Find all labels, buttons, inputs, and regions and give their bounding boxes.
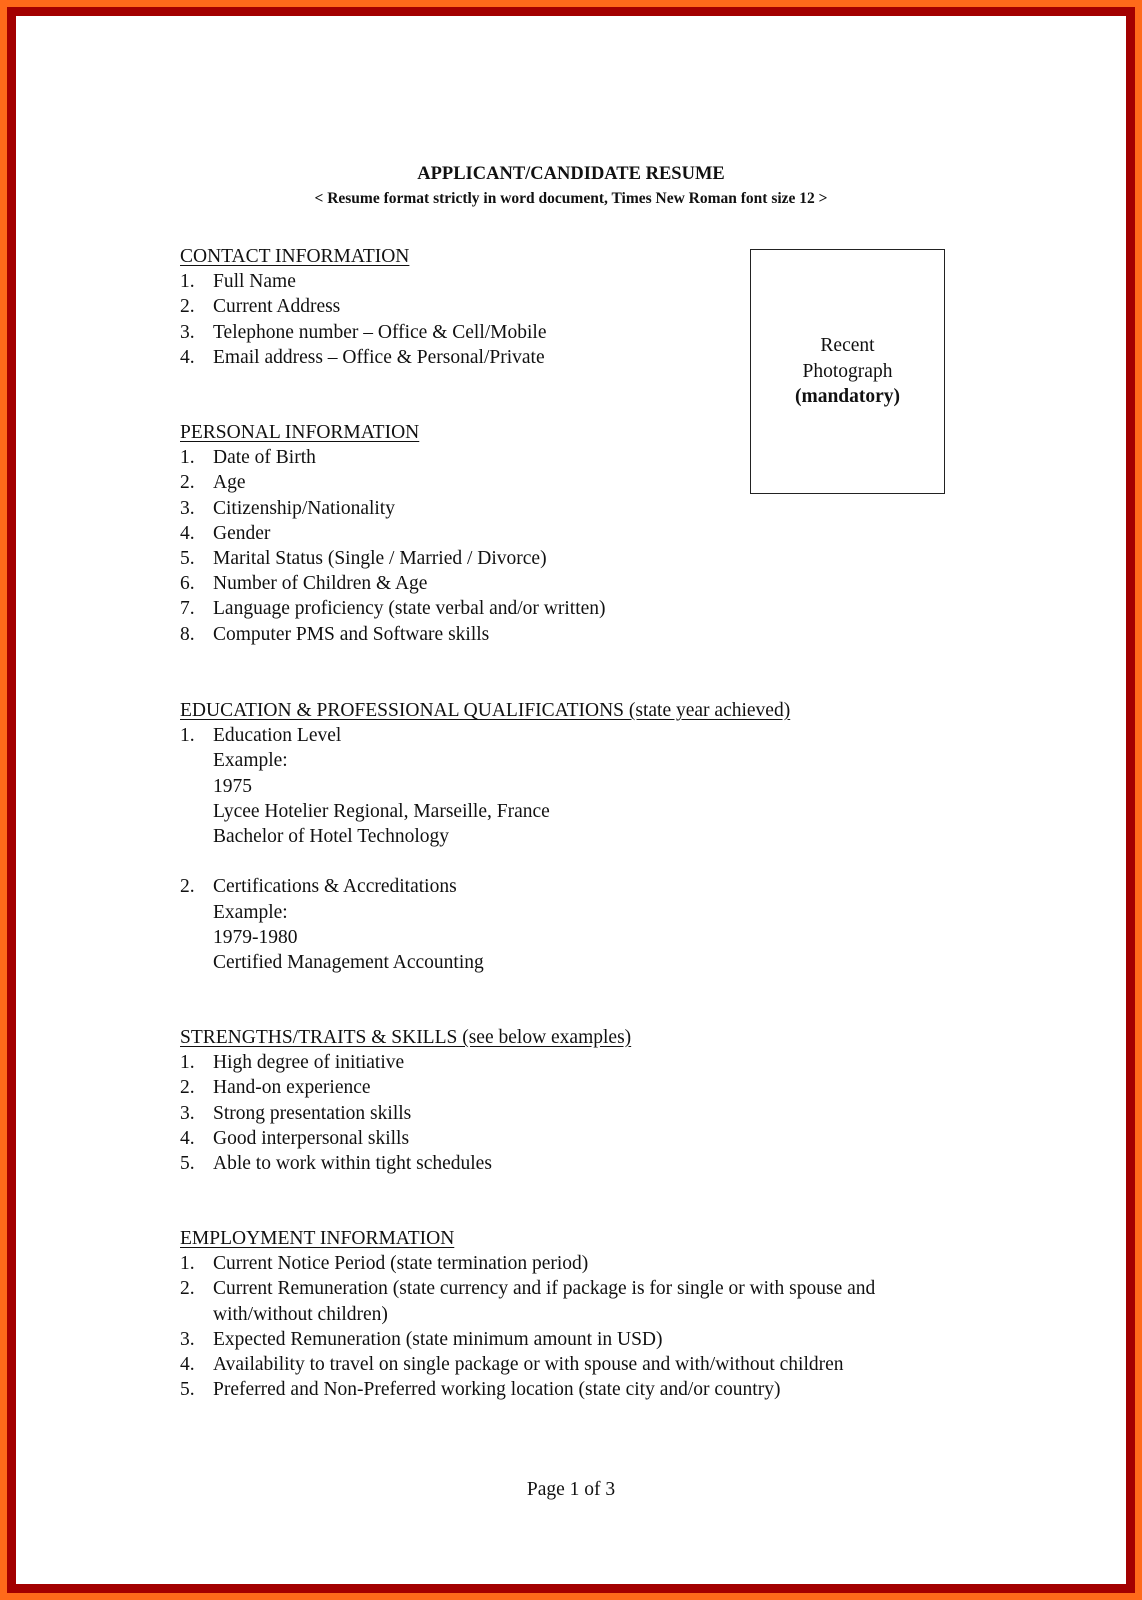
list-number: 1. bbox=[180, 1253, 195, 1275]
list-item bbox=[180, 622, 929, 647]
section-heading: PERSONAL INFORMATION bbox=[180, 422, 420, 443]
list-item-text: Gender bbox=[213, 522, 271, 544]
list-item bbox=[180, 521, 929, 546]
list-number: 4. bbox=[180, 346, 195, 368]
list-number: 1. bbox=[180, 1052, 195, 1074]
list-number: 1. bbox=[180, 725, 195, 747]
list-number: 3. bbox=[180, 1102, 195, 1124]
list-number: 5. bbox=[180, 548, 195, 570]
list-item-text: Date of Birth bbox=[213, 447, 316, 469]
list-item bbox=[180, 874, 929, 899]
list-item bbox=[180, 1101, 929, 1126]
list-number: 5. bbox=[180, 1379, 195, 1401]
list-number: 4. bbox=[180, 1127, 195, 1149]
list-item bbox=[180, 294, 929, 319]
list-item-text: Preferred and Non-Preferred working location (state city and/or country) bbox=[213, 1379, 781, 1401]
list-item-text: Current Address bbox=[213, 296, 341, 318]
document-subtitle: < Resume format strictly in word document, Times New Roman font size 12 > bbox=[314, 190, 828, 207]
photo-label-line2: Photograph bbox=[802, 360, 893, 382]
list-item bbox=[180, 546, 929, 571]
education-detail: Lycee Hotelier Regional, Marseille, France bbox=[213, 800, 550, 822]
list-number: 2. bbox=[180, 472, 195, 494]
list-item bbox=[180, 1377, 929, 1402]
section-heading: CONTACT INFORMATION bbox=[180, 246, 410, 267]
list-item-text: Computer PMS and Software skills bbox=[213, 623, 490, 645]
education-detail: Certified Management Accounting bbox=[213, 952, 484, 974]
section-contact bbox=[180, 244, 929, 370]
page-number: Page 1 of 3 bbox=[526, 1479, 616, 1500]
document-page bbox=[16, 16, 1126, 1584]
list-item bbox=[180, 1151, 929, 1176]
list-number: 1. bbox=[180, 447, 195, 469]
list-number: 8. bbox=[180, 623, 195, 645]
list-item bbox=[180, 1352, 929, 1377]
list-number: 3. bbox=[180, 1328, 195, 1350]
list-item-text: Age bbox=[213, 472, 246, 494]
list-item-text: Hand-on experience bbox=[213, 1077, 371, 1099]
list-item-text: Telephone number – Office & Cell/Mobile bbox=[213, 321, 547, 343]
list-item-text: High degree of initiative bbox=[213, 1052, 405, 1074]
section-heading: EMPLOYMENT INFORMATION bbox=[180, 1228, 455, 1249]
photo-label-line3: (mandatory) bbox=[794, 386, 901, 407]
education-detail: 1975 bbox=[213, 775, 252, 797]
list-number: 4. bbox=[180, 522, 195, 544]
section-heading: STRENGTHS/TRAITS & SKILLS (see below examples) bbox=[180, 1027, 632, 1048]
education-detail: Bachelor of Hotel Technology bbox=[213, 826, 449, 848]
list-number: 4. bbox=[180, 1354, 195, 1376]
list-number: 2. bbox=[180, 296, 195, 318]
list-item bbox=[180, 269, 929, 294]
list-item bbox=[180, 1075, 929, 1100]
list-item-text: Language proficiency (state verbal and/or written) bbox=[213, 598, 606, 620]
section-strengths bbox=[180, 1025, 929, 1176]
list-item-text: Able to work within tight schedules bbox=[213, 1153, 492, 1175]
list-item-text: Marital Status (Single / Married / Divorce) bbox=[213, 548, 547, 570]
section-personal bbox=[180, 420, 929, 647]
list-number: 5. bbox=[180, 1153, 195, 1175]
list-item bbox=[180, 571, 929, 596]
list-item-text: Number of Children & Age bbox=[213, 573, 428, 595]
photo-label-line1: Recent bbox=[820, 335, 875, 356]
list-number: 2. bbox=[180, 1077, 195, 1099]
list-item bbox=[180, 1050, 929, 1075]
list-number: 3. bbox=[180, 497, 195, 519]
list-item bbox=[180, 445, 929, 470]
section-education bbox=[180, 698, 929, 975]
list-item bbox=[180, 1276, 929, 1326]
section-employment bbox=[180, 1226, 929, 1402]
list-item-text: Current Remuneration (state currency and if package is for single or with spouse and with/without children) bbox=[213, 1278, 876, 1325]
list-number: 6. bbox=[180, 573, 195, 595]
list-item-text: Citizenship/Nationality bbox=[213, 497, 395, 519]
document-title: APPLICANT/CANDIDATE RESUME bbox=[417, 164, 725, 184]
list-item-text: Email address – Office & Personal/Private bbox=[213, 346, 545, 368]
list-item bbox=[180, 1126, 929, 1151]
list-item bbox=[180, 496, 929, 521]
list-item bbox=[180, 723, 929, 748]
list-item bbox=[180, 470, 929, 495]
list-item-text: Current Notice Period (state termination period) bbox=[213, 1253, 589, 1275]
list-item-text: Strong presentation skills bbox=[213, 1102, 412, 1124]
list-item-text: Certifications & Accreditations bbox=[213, 876, 457, 898]
list-item bbox=[180, 320, 929, 345]
list-item bbox=[180, 596, 929, 621]
list-number: 2. bbox=[180, 1278, 195, 1300]
list-number: 3. bbox=[180, 321, 195, 343]
list-item-text: Expected Remuneration (state minimum amount in USD) bbox=[213, 1328, 663, 1350]
list-item bbox=[180, 345, 929, 370]
list-item-text: Good interpersonal skills bbox=[213, 1127, 410, 1149]
list-number: 2. bbox=[180, 876, 195, 898]
list-number: 1. bbox=[180, 271, 195, 293]
list-number: 7. bbox=[180, 598, 195, 620]
list-item bbox=[180, 1251, 929, 1276]
section-heading: EDUCATION & PROFESSIONAL QUALIFICATIONS (state year achieved) bbox=[180, 700, 791, 721]
list-item-text: Full Name bbox=[213, 271, 296, 293]
education-detail: Example: bbox=[213, 750, 288, 772]
education-detail: Example: bbox=[213, 901, 288, 923]
education-detail: 1979-1980 bbox=[213, 926, 298, 948]
list-item bbox=[180, 1327, 929, 1352]
list-item-text: Education Level bbox=[213, 725, 342, 747]
list-item-text: Availability to travel on single package or with spouse and with/without children bbox=[213, 1354, 844, 1376]
